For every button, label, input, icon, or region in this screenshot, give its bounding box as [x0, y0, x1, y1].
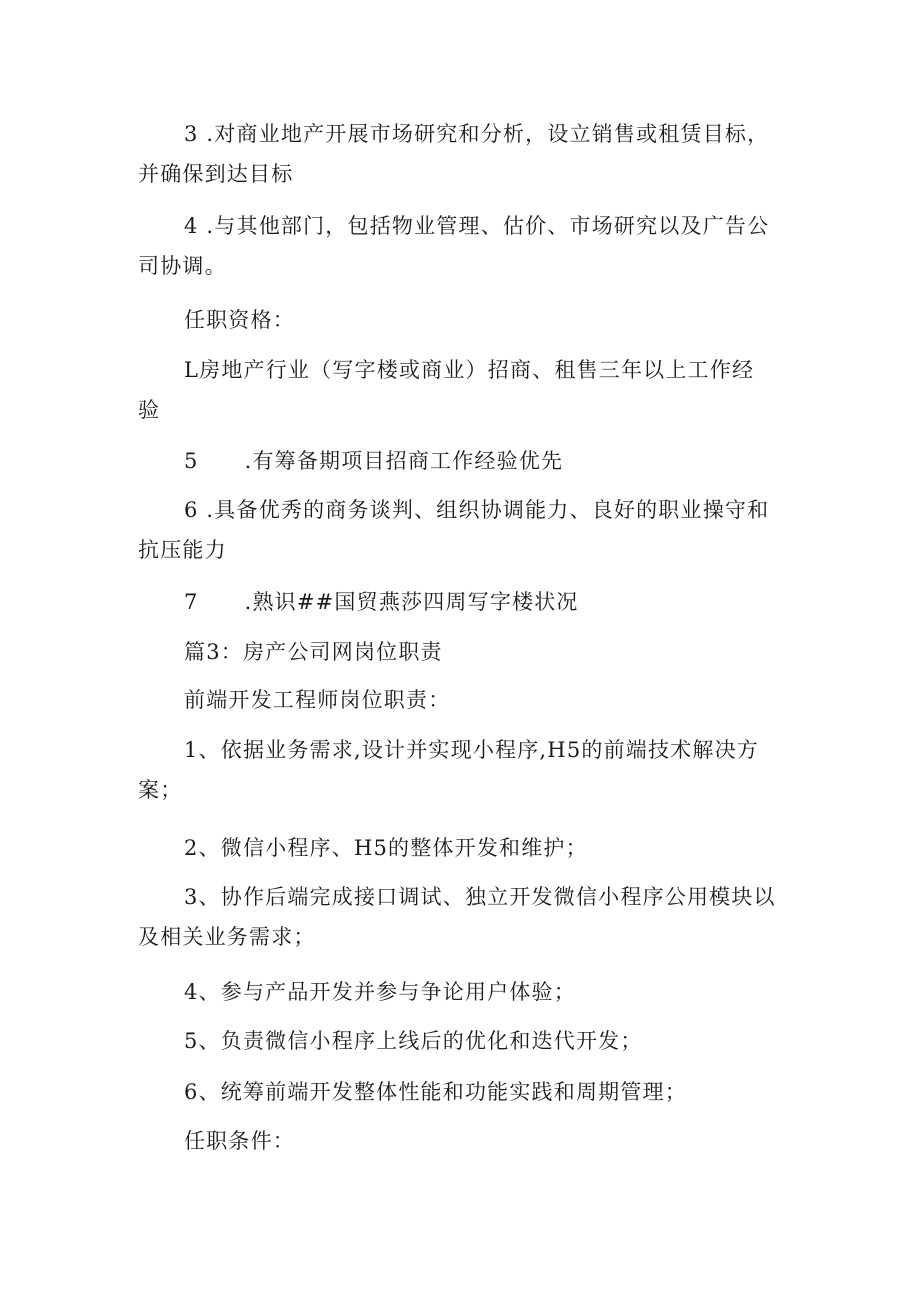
- paragraph-frontend-duty-5: [138, 1021, 798, 1061]
- text-line: 3、协作后端完成接口调试、独立开发微信小程序公用模块以: [184, 885, 776, 909]
- text-line: 3 .对商业地产开展市场研究和分析，设立销售或租赁目标，: [184, 122, 770, 146]
- paragraph-frontend-duty-4: [138, 972, 798, 1012]
- text-line: [138, 582, 798, 622]
- heading-requirements: [138, 1121, 798, 1161]
- text-line: 6、统筹前端开发整体性能和功能实践和周期管理；: [184, 1080, 687, 1104]
- text-line: 2、微信小程序、H5的整体开发和维护；: [184, 836, 588, 860]
- heading-qualifications: [138, 300, 798, 340]
- paragraph-frontend-duty-6: [138, 1072, 798, 1112]
- text-line: 司协调。: [138, 254, 227, 278]
- paragraph-qualification-5: [138, 441, 798, 481]
- paragraph-qualification-7: [138, 582, 798, 622]
- text-line: 案；: [138, 778, 183, 802]
- paragraph-duty-3: [138, 114, 798, 194]
- paragraph-qualification-6: [138, 490, 798, 570]
- paragraph-qualification-1: [138, 350, 798, 430]
- text-line: 篇3：房产公司网岗位职责: [184, 640, 443, 664]
- paragraph-frontend-duty-2: [138, 828, 798, 868]
- text-line: 前端开发工程师岗位职责：: [184, 688, 451, 712]
- text-line: 任职条件：: [184, 1129, 295, 1153]
- text-line: 4、参与产品开发并参与争论用户体验；: [184, 980, 576, 1004]
- item-text: .有筹备期项目招商工作经验优先: [244, 449, 564, 473]
- heading-frontend-duties: [138, 680, 798, 720]
- text-line: 验: [138, 398, 161, 422]
- text-line: 及相关业务需求；: [138, 925, 316, 949]
- text-line: [138, 441, 798, 481]
- text-line: 1、依据业务需求,设计并实现小程序,H5的前端技术解决方: [184, 738, 759, 762]
- text-line: 6 .具备优秀的商务谈判、组织协调能力、良好的职业操守和: [184, 498, 770, 522]
- item-number: 5: [184, 449, 199, 473]
- text-line: 任职资格：: [184, 308, 295, 332]
- item-number: 7: [184, 590, 199, 614]
- item-text: .熟识##国贸燕莎四周写字楼状况: [244, 590, 579, 614]
- text-line: 并确保到达目标: [138, 162, 294, 186]
- paragraph-frontend-duty-3: [138, 877, 798, 957]
- text-line: 抗压能力: [138, 538, 227, 562]
- text-line: 5、负责微信小程序上线后的优化和迭代开发；: [184, 1029, 643, 1053]
- section-heading: [138, 632, 798, 672]
- text-line: L房地产行业（写字楼或商业）招商、租售三年以上工作经: [184, 358, 755, 382]
- paragraph-duty-4: [138, 206, 798, 286]
- text-line: 4 .与其他部门，包括物业管理、估价、市场研究以及广告公: [184, 214, 770, 238]
- paragraph-frontend-duty-1: [138, 730, 798, 810]
